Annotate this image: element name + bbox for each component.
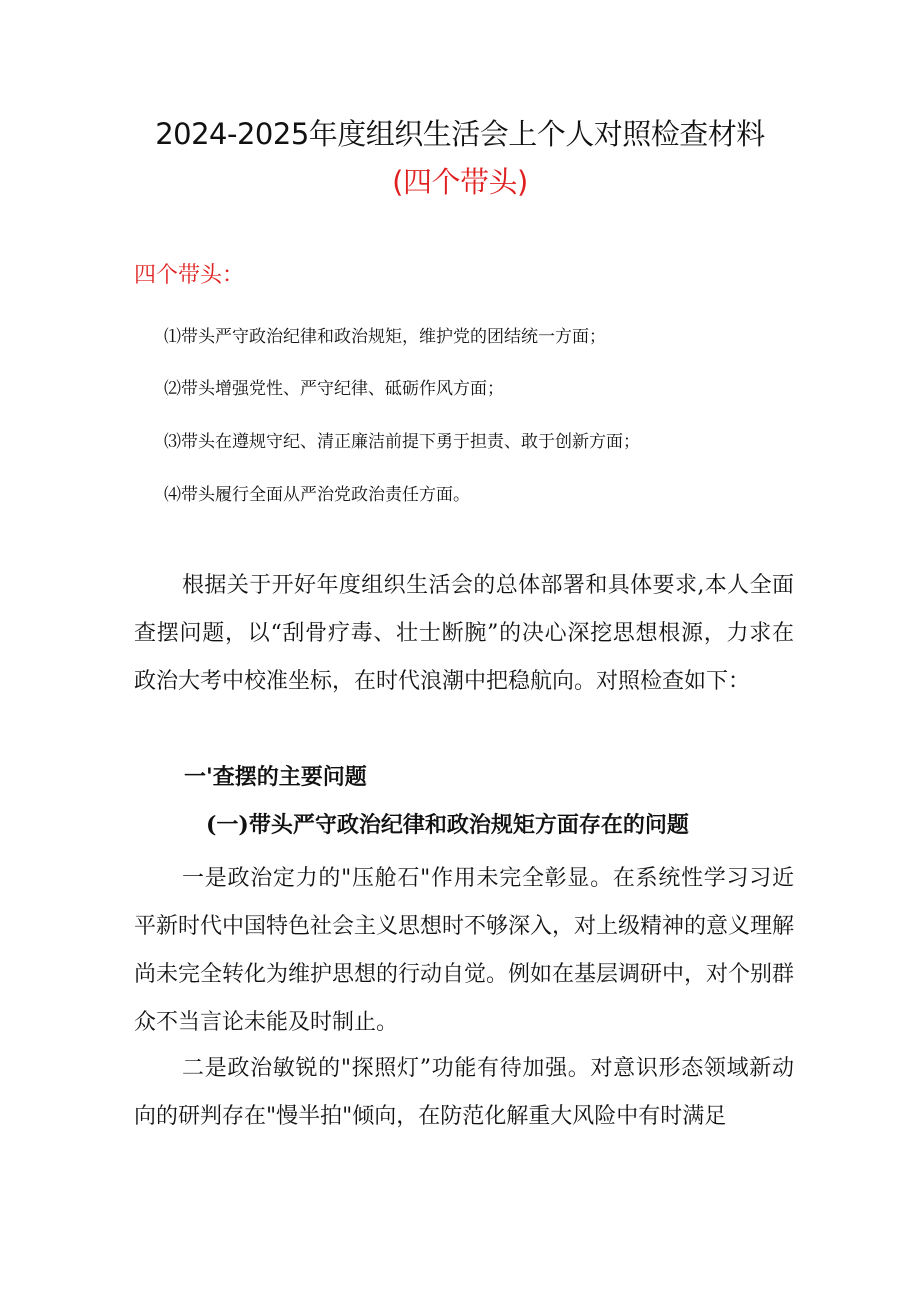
subsection-heading: (一)带头严守政治纪律和政治规矩方面存在的问题 — [206, 812, 689, 838]
section-label: 四个带头： — [134, 263, 245, 288]
intro-paragraph: 根据关于开好年度组织生活会的总体部署和具体要求,本人全面查摆问题，以“刮骨疗毒、壮士断腕”的决心深挖思想根源，力求在政治大考中校准坐标，在时代浪潮中把稳航向。对照检查如下： — [134, 573, 794, 694]
list-item: ⑶带头在遵规守纪、清正廉洁前提下勇于担责、敢于创新方面； — [164, 432, 640, 452]
section-heading: 一'查摆的主要问题 — [184, 764, 367, 790]
body-paragraph: 一是政治定力的"压舱石"作用未完全彰显。在系统性学习习近平新时代中国特色社会主义思想时不够深入，对上级精神的意义理解尚未完全转化为维护思想的行动自觉。例如在基层调研中，对个别群众不当言论未能及时制止。 — [134, 866, 795, 1035]
document-title: 2024-2025年度组织生活会上个人对照检查材料 — [155, 117, 765, 151]
list-item: ⑷带头履行全面从严治党政治责任方面。 — [164, 485, 470, 505]
document-subtitle: (四个带头) — [392, 165, 528, 199]
list-item: ⑴带头严守政治纪律和政治规矩，维护党的团结统一方面； — [164, 327, 606, 347]
list-item: ⑵带头增强党性、严守纪律、砥砺作风方面； — [164, 379, 504, 399]
body-paragraph: 二是政治敏锐的"探照灯”功能有待加强。对意识形态领域新动向的研判存在"慢半拍"倾向，在防范化解重大风险中有时满足 — [134, 1056, 794, 1129]
